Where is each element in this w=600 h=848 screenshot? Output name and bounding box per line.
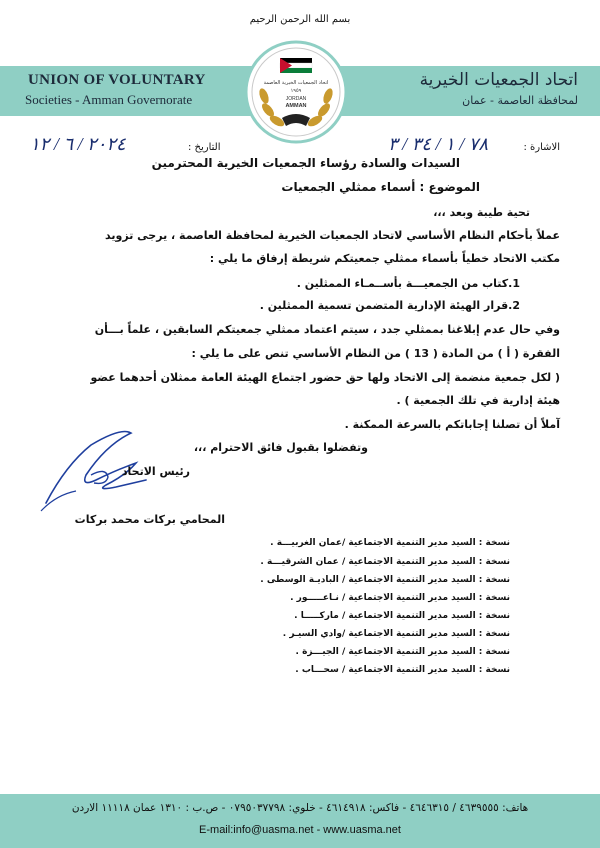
footer-web: E-mail:info@uasma.net - www.uasma.net [199,824,401,836]
copy-line: نسخة : السيد مدير التنمية الاجتماعية / الجيـــزة . [295,647,510,657]
greeting: تحية طيبة وبعد ،،، [433,206,530,219]
copy-line: نسخة : السيد مدير التنمية الاجتماعية / نـاعـــــور . [290,593,510,603]
org-name-en: UNION OF VOLUNTARY [28,72,206,88]
addressee: السيدات والسادة رؤساء الجمعيات الخيرية المحترمين [151,156,460,170]
ref-value: ٧٨ / ١ / ٣٤ / ٣ [388,134,489,154]
copy-line: نسخة : السيد مدير التنمية الاجتماعية / ماركـــــا . [294,611,510,621]
signer-title: رئيس الاتحاد [121,465,190,478]
copy-line: نسخة : السيد مدير التنمية الاجتماعية /عمان الغربيـــة . [270,538,510,548]
signer-name: المحامي بركات محمد بركات [74,513,225,526]
quote-line2: هيئة إدارية في تلك الجمعية ) . [396,394,560,407]
org-subtitle-ar: لمحافظة العاصمة - عمان [462,94,578,107]
logo-text-ar: اتحاد الجمعيات الخيرية العاصمة [263,80,329,86]
copy-line: نسخة : السيد مدير التنمية الاجتماعية /وادي السيـر . [282,629,510,639]
para2-line1: وفي حال عدم إبلاغنا بممثلي جدد ، سيتم اعتماد ممثلي جمعيتكم السابقين ، علماً بـــأن [94,323,560,336]
union-emblem-icon [244,40,348,144]
quote-line1: ( لكل جمعية منضمة إلى الاتحاد ولها حق حضور اجتماع الهيئة العامة ممثلان أحدهما عضو [90,371,560,384]
list-item-1: 1.كتاب من الجمعيـــة بأســمـاء الممثلين . [296,277,520,290]
subject: الموضوع : أسماء ممثلي الجمعيات [281,180,480,194]
closing-line2: وتفضلوا بقبول فائق الاحترام ،،، [193,441,368,454]
para1-line2: مكتب الاتحاد خطياً بأسماء ممثلي جمعيتكم شريطة إرفاق ما يلي : [209,252,560,265]
copy-line: نسخة : السيد مدير التنمية الاجتماعية / سحـــاب . [295,665,510,675]
closing-line1: آملاً أن تصلنا إجاباتكم بالسرعة الممكنة . [344,418,560,431]
org-subtitle-en: Societies - Amman Governorate [25,92,193,107]
logo-text-en: AMMAN [285,103,307,109]
org-name-ar: اتحاد الجمعيات الخيرية [419,70,578,90]
footer-contact: هاتف: ٤٦٣٩٥٥٥ / ٤٦٤٦٣١٥ - فاكس: ٤٦١٤٩١٨ - خلوي: ٠٧٩٥٠٣٧٧٩٨ - ص.ب : ١٣١٠ عمان ١١١١٨ الاردن [71,802,529,814]
logo-text-jordan: JORDAN [285,96,307,102]
para2-line2: الفقرة ( أ ) من المادة ( 13 ) من النظام الأساسي تنص على ما يلي : [191,347,560,360]
ref-label: الاشارة : [523,142,560,153]
para1-line1: عملاً بأحكام النظام الأساسي لاتحاد الجمعيات الخيرية لمحافظة العاصمة ، يرجى تزويد [105,229,560,242]
date-label: التاريخ : [188,142,221,153]
list-item-2: 2.قرار الهيئة الإدارية المتضمن تسمية الممثلين . [259,299,520,312]
copy-line: نسخة : السيد مدير التنمية الاجتماعية / عمان الشرقيـــة . [260,557,510,567]
copy-line: نسخة : السيد مدير التنمية الاجتماعية / الباديـة الوسطى . [260,575,510,585]
logo-year: ١٩٥٩ [290,88,302,94]
date-value: ٢٠٢٤ / ٦ / ١٢ [30,134,126,154]
bismillah: بسم الله الرحمن الرحيم [249,14,351,25]
